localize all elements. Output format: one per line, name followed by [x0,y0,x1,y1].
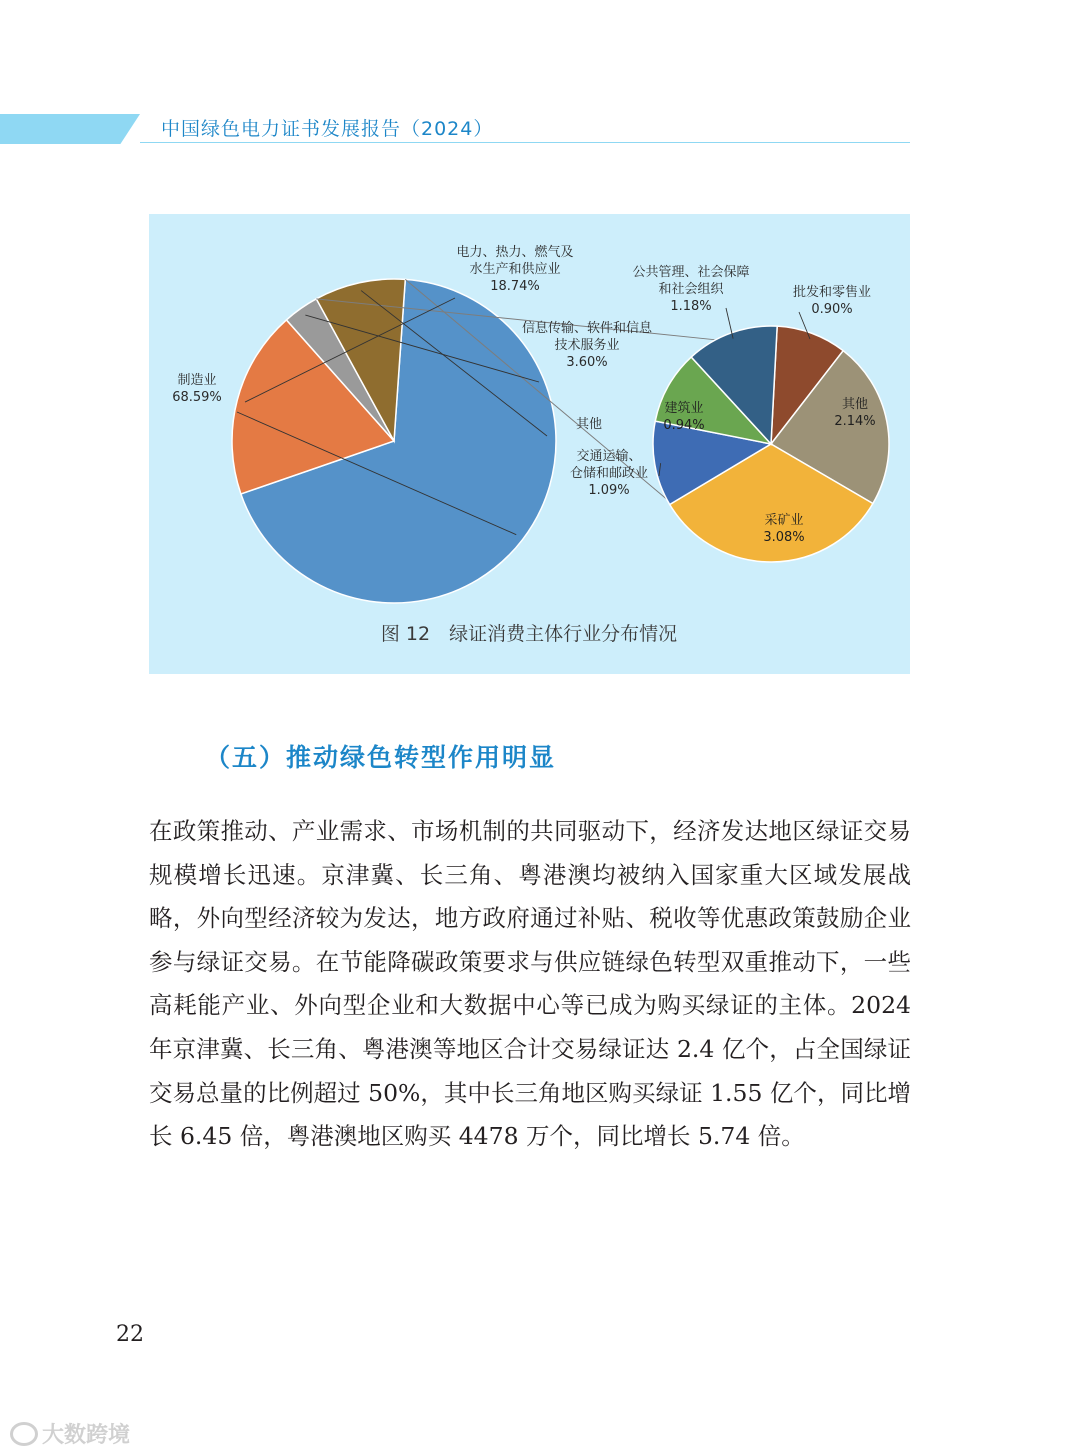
main-label-3: 信息传输、软件和信息技术服务业 3.60% [521,321,653,370]
breakout-label-5: 建筑业 0.94% [663,401,705,433]
breakout-label-4: 交通运输、仓储和邮政业 1.09% [569,449,649,498]
pie-chart [149,214,910,674]
report-title: 中国绿色电力证书发展报告（2024） [161,118,494,140]
breakout-label-1: 批发和零售业 0.90% [792,285,872,317]
body-paragraph: 在政策推动、产业需求、市场机制的共同驱动下，经济发达地区绿证交易规模增长迅速。京津冀、长三角、粤港澳均被纳入国家重大区域发展战略，外向型经济较为发达，地方政府通过补贴、税收等优惠政策鼓励企业参与绿证交易。在节能降碳政策要求与供应链绿色转型双重推动下，一些高耗能产业、外向型企业和大数据中心等已成为购买绿证的主体。2024 年京津冀、长三角、粤港澳等地区合计交易绿证达 2.4 亿个，占全国绿证交易总量的比例超过 50%，其中长三角地区购买绿证 1.55 亿个，同比增长 6.45 倍，粤港澳地区购买 4478 万个，同比增长 5.74 倍。 [149,817,911,1151]
main-label-2: 电力、热力、燃气及水生产和供应业 18.74% [456,245,574,294]
breakout-label-2: 其他 2.14% [834,397,876,429]
header-accent-band [0,114,140,144]
figure-panel [149,214,910,674]
main-pie [232,279,556,603]
watermark-logo-icon [10,1422,38,1446]
section-heading: （五）推动绿色转型作用明显 [205,743,557,772]
breakout-label-3: 采矿业 3.08% [763,513,805,545]
header-divider [140,142,910,143]
main-label-1: 制造业 68.59% [172,373,222,405]
watermark [10,1418,130,1449]
page-number: 22 [116,1322,144,1347]
figure-caption: 图 12 绿证消费主体行业分布情况 [380,623,678,645]
breakout-label-6: 公共管理、社会保障和社会组织 1.18% [632,265,750,314]
main-label-4: 其他 [575,417,603,432]
watermark-text: 大数跨境 [42,1423,131,1448]
